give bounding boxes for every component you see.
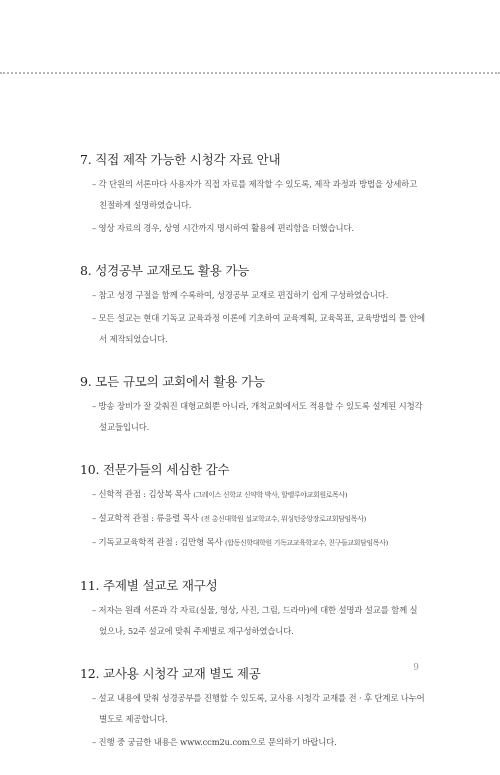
item-text: – 참고 성경 구절을 함께 수록하여, 성경공부 교재로 편집하기 쉽게 구성하였습니다.	[92, 290, 389, 300]
item-text: – 방송 장비가 잘 갖춰진 대형교회뿐 아니라, 개척교회에서도 적용할 수 있도록 설계된 시청각 설교들입니다.	[92, 401, 423, 432]
section-item	[80, 508, 425, 530]
item-note: (그레이스 신학교 신약학 박사, 할렐루야교회원로목사)	[193, 491, 348, 499]
section-item	[80, 285, 425, 306]
item-text: – 설교학적 관점 : 류응렬 목사	[92, 513, 202, 523]
section-item	[80, 532, 425, 554]
item-note: (합동신학대학원 기독교교육학교수, 친구들교회담임목사)	[224, 539, 388, 547]
section-item	[80, 308, 425, 350]
section-title: 9. 모든 규모의 교회에서 활용 가능	[80, 374, 265, 389]
section-item	[80, 732, 425, 753]
item-text: – 신학적 관점 : 김상복 목사	[92, 489, 194, 499]
page-number: 9	[413, 663, 419, 673]
section-item	[80, 174, 425, 216]
item-text: – 저자는 원래 서론과 각 자료(실물, 영상, 사진, 그림, 드라마)에 대한 설명과 설교를 함께 실었으나, 52주 설교에 맞춰 주제별로 재구성하였습니다.	[92, 605, 418, 636]
item-text: – 기독교교육학적 관점 : 김만형 목사	[92, 537, 225, 547]
section-item	[80, 484, 425, 506]
section-item	[80, 218, 425, 239]
section-item	[80, 396, 425, 438]
top-dotted-divider	[0, 72, 500, 74]
item-text: – 영상 자료의 경우, 상영 시간까지 명시하여 활용에 편리함을 더했습니다.	[92, 223, 354, 233]
section-7	[80, 150, 425, 239]
section-title: 12. 교사용 시청각 교재 별도 제공	[80, 666, 261, 681]
section-12	[80, 664, 425, 753]
section-9	[80, 372, 425, 438]
section-11	[80, 576, 425, 642]
section-item	[80, 600, 425, 642]
section-10	[80, 460, 425, 554]
section-title: 11. 주제별 설교로 재구성	[80, 578, 218, 593]
section-title: 8. 성경공부 교재로도 활용 가능	[80, 263, 250, 278]
item-note: (전 총신대학원 설교학교수, 워싱턴중앙장로교회담임목사)	[201, 515, 367, 523]
item-text: – 진행 중 궁금한 내용은 www.ccm2u.com으로 문의하기 바랍니다.	[92, 737, 337, 747]
section-title: 10. 전문가들의 세심한 감수	[80, 462, 230, 477]
section-title: 7. 직접 제작 가능한 시청각 자료 안내	[80, 152, 281, 167]
item-text: – 각 단원의 서론마다 사용자가 직접 자료를 제작할 수 있도록, 제작 과정과 방법을 상세하고 친절하게 설명하였습니다.	[92, 179, 418, 210]
feature-list	[80, 150, 425, 775]
section-item	[80, 688, 425, 730]
item-text: – 설교 내용에 맞춰 성경공부를 진행할 수 있도록, 교사용 시청각 교재를 전 · 후 단계로 나누어 별도로 제공합니다.	[92, 693, 425, 724]
section-8	[80, 261, 425, 350]
item-text: – 모든 설교는 현대 기독교 교육과정 이론에 기초하여 교육계획, 교육목표, 교육방법의 틀 안에서 제작되었습니다.	[92, 313, 425, 344]
